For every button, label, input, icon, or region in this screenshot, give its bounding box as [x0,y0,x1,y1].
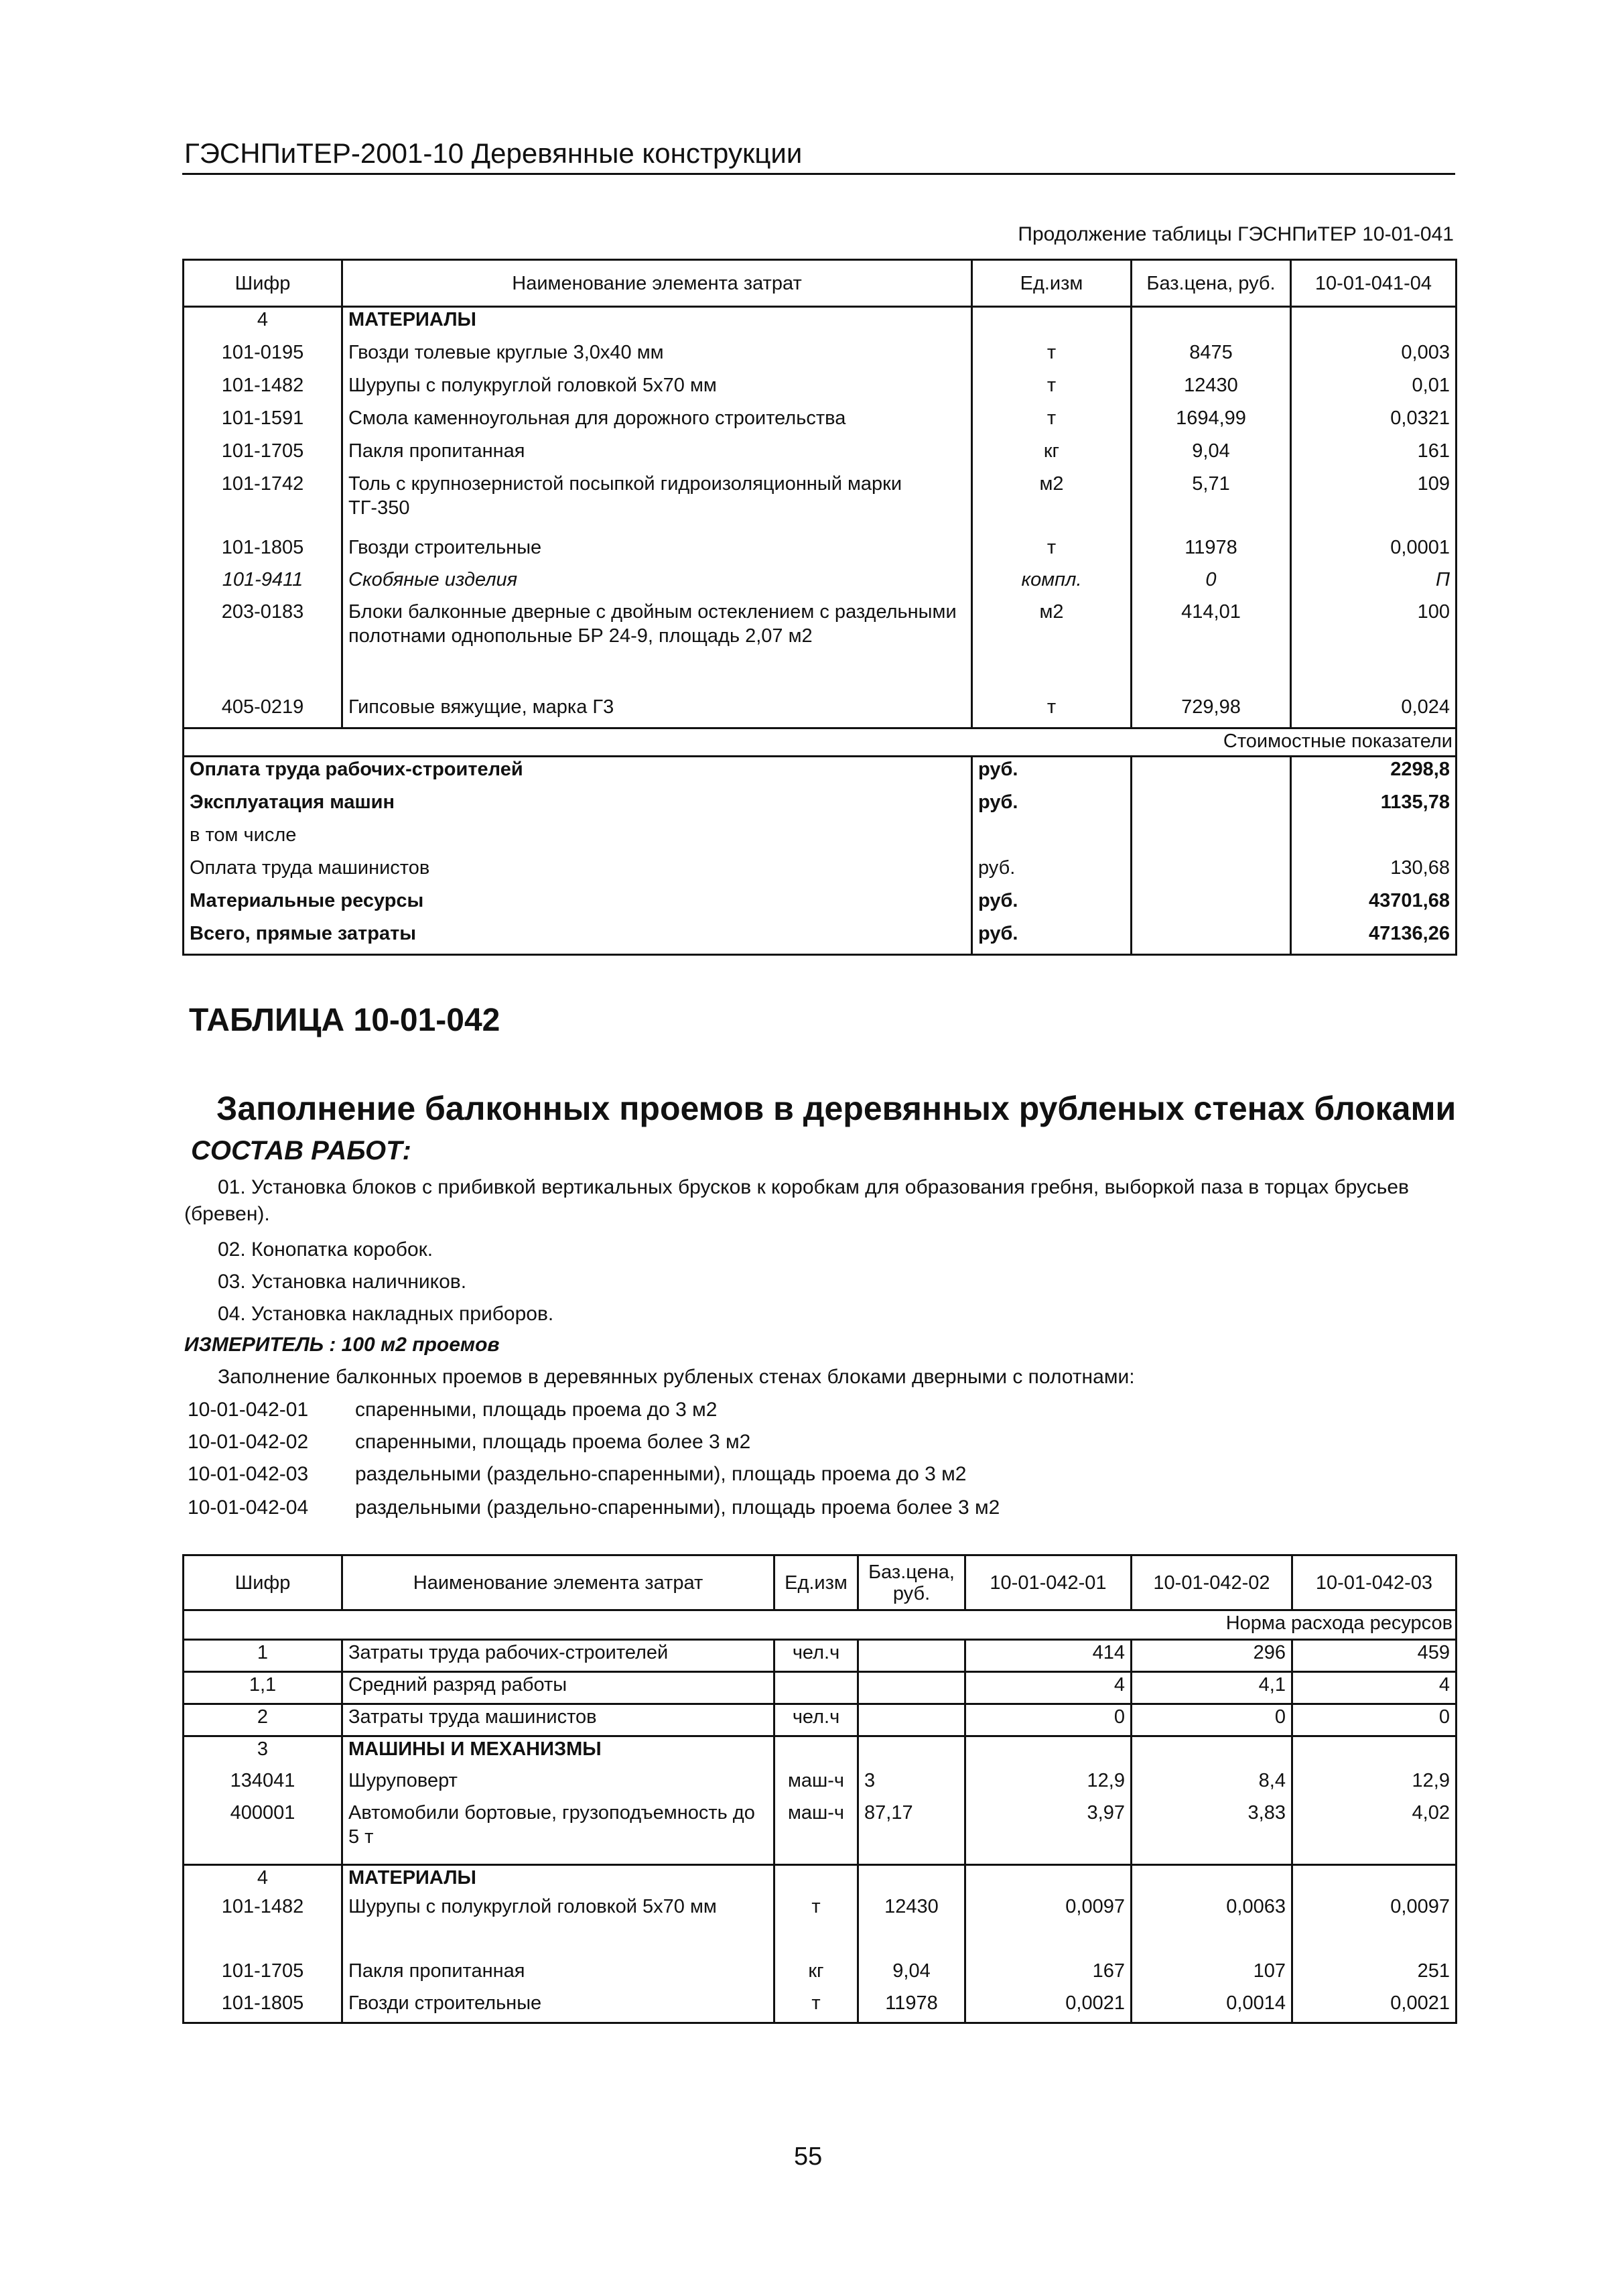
table-cell: 0,0001 [1291,535,1457,568]
table-cell: 101-0195 [184,340,342,373]
table-cell: Оплата труда рабочих-строителей [184,757,972,790]
table-cell: 47136,26 [1291,921,1457,955]
table-row [184,535,1457,568]
table-title: Заполнение балконных проемов в деревянных рубленых стенах блоками [216,1090,1457,1127]
table-row [184,1769,1457,1801]
table-cell [774,1672,858,1704]
table-cell: 0 [965,1704,1132,1736]
table-row [184,695,1457,728]
table-cell: т [774,1991,858,2023]
table-cell: 3 [184,1736,342,1769]
table-cell: руб. [972,889,1132,921]
cost-row [184,921,1457,955]
table-cell [774,1865,858,1895]
table-cell: т [972,373,1132,406]
table-cell [184,728,1291,757]
table-cell: 12,9 [1292,1769,1457,1801]
table-cell: Гвозди строительные [342,1991,774,2023]
table-cell: Скобяные изделия [342,568,972,600]
running-header: ГЭСНПиТЕР-2001-10 Деревянные конструкции [184,137,803,169]
table-cell: 100 [1291,600,1457,695]
table-cell: 414 [965,1640,1132,1672]
table-cell [972,823,1132,856]
table-row [184,1959,1457,1991]
table1-continuation-caption: Продолжение таблицы ГЭСНПиТЕР 10-01-041 [1018,223,1454,245]
table-row [184,1801,1457,1865]
table-cell: Толь с крупнозернистой посыпкой гидроизоляционный марки ТГ-350 [342,472,972,535]
table1-section-row [184,307,1457,340]
table-cell: Смола каменноугольная для дорожного строительства [342,406,972,439]
variant-code: 10-01-042-03 [188,1463,309,1485]
table-cell [1132,757,1291,790]
table2-col-price: Баз.цена, руб. [858,1555,965,1610]
section-code: 4 [184,307,342,340]
table-cell [1132,790,1291,823]
table-cell: 4,1 [1132,1672,1292,1704]
table-cell: руб. [972,757,1132,790]
table-cell: 1694,99 [1132,406,1291,439]
table-cell [858,1736,965,1769]
table-row [184,600,1457,695]
table-cell: 1 [184,1640,342,1672]
variant-code: 10-01-042-04 [188,1496,309,1519]
table-cell: 4,02 [1292,1801,1457,1865]
table-cell: Шуруповерт [342,1769,774,1801]
table-row [184,439,1457,472]
table-row [184,373,1457,406]
table-cell [858,1865,965,1895]
table-cell [184,1610,1132,1640]
table1-col-unit: Ед.изм [972,260,1132,307]
table-cell: 8,4 [1132,1769,1292,1801]
table2-col-code: Шифр [184,1555,342,1610]
table2-col-v2: 10-01-042-02 [1132,1555,1292,1610]
table-cell: 12430 [858,1895,965,1959]
table-cell: т [774,1895,858,1959]
table-cell [1291,307,1457,340]
table-cell: 4 [184,1865,342,1895]
variant-desc: раздельными (раздельно-спаренными), площадь проема более 3 м2 [355,1496,1000,1519]
table2-col-v3: 10-01-042-03 [1292,1555,1457,1610]
table-cell: 459 [1292,1640,1457,1672]
table-cell [774,1736,858,1769]
table-cell: 134041 [184,1769,342,1801]
table-cell: 1135,78 [1291,790,1457,823]
table-cell: 0,0014 [1132,1991,1292,2023]
table-cell: Гвозди толевые круглые 3,0х40 мм [342,340,972,373]
variant-code: 10-01-042-01 [188,1399,309,1421]
section-name: МАТЕРИАЛЫ [342,307,972,340]
table2-header-row [184,1555,1457,1610]
table-cell: чел.ч [774,1640,858,1672]
header-rule [182,173,1455,175]
table-cell: 400001 [184,1801,342,1865]
table-cell: Материальные ресурсы [184,889,972,921]
work-item-3: 03. Установка наличников. [218,1271,467,1293]
variant-code: 10-01-042-02 [188,1431,309,1453]
table-cell: 0,0021 [965,1991,1132,2023]
table-row [184,1704,1457,1736]
table2-col-name: Наименование элемента затрат [342,1555,774,1610]
table1-col-code: Шифр [184,260,342,307]
table-cell: Гвозди строительные [342,535,972,568]
intro-text: Заполнение балконных проемов в деревянных рубленых стенах блоками дверными с полотнами: [218,1366,1135,1388]
table-cell: Блоки балконные дверные с двойным остеклением с раздельными полотнами однопольные БР 24-9, площадь 2,07 м2 [342,600,972,695]
table-row [184,568,1457,600]
table-cell: 0,0063 [1132,1895,1292,1959]
work-item-4: 04. Установка накладных приборов. [218,1303,554,1325]
table1-col-price: Баз.цена, руб. [1132,260,1291,307]
table-cell: 0,01 [1291,373,1457,406]
cost-row [184,889,1457,921]
variant-desc: спаренными, площадь проема более 3 м2 [355,1431,751,1453]
table-row [184,1640,1457,1672]
cost-row [184,856,1457,889]
table-cell [1132,921,1291,955]
table-cell: 3,83 [1132,1801,1292,1865]
work-item-1: 01. Установка блоков с прибивкой вертикальных брусков к коробкам для образования гребня, выборкой паза в торцах брусьев (бревен). [184,1176,1409,1225]
table-cell: 2 [184,1704,342,1736]
page-number: 55 [794,2143,823,2171]
table-cell: 1,1 [184,1672,342,1704]
norm-caption: Норма расхода ресурсов [1132,1610,1457,1640]
table1-col-name: Наименование элемента затрат [342,260,972,307]
table-heading: ТАБЛИЦА 10-01-042 [189,1003,500,1038]
table-cell: 101-1705 [184,1959,342,1991]
table-cell: 130,68 [1291,856,1457,889]
izmeritel: ИЗМЕРИТЕЛЬ : 100 м2 проемов [184,1334,500,1356]
table-cell: 296 [1132,1640,1292,1672]
work-item-2: 02. Конопатка коробок. [218,1238,433,1261]
table-cell: 4 [965,1672,1132,1704]
table-cell: 101-1482 [184,1895,342,1959]
variant-desc: раздельными (раздельно-спаренными), площадь проема до 3 м2 [355,1463,967,1485]
table-cell: Средний разряд работы [342,1672,774,1704]
table-cell: 101-1705 [184,439,342,472]
table-cell: 0 [1132,568,1291,600]
table1-col-value: 10-01-041-04 [1291,260,1457,307]
table-cell: 4 [1292,1672,1457,1704]
table-cell: 0,0097 [965,1895,1132,1959]
sostav-label: СОСТАВ РАБОТ: [191,1136,411,1165]
table-row [184,1991,1457,2023]
machines-section-row [184,1736,1457,1769]
table-cell: м2 [972,472,1132,535]
table-cell: т [972,535,1132,568]
table-row [184,1672,1457,1704]
table-cell [1132,889,1291,921]
table2 [182,1554,1457,2024]
table-cell: 11978 [858,1991,965,2023]
table-cell [858,1672,965,1704]
table-cell: м2 [972,600,1132,695]
table1 [182,259,1457,956]
table-cell: 0,003 [1291,340,1457,373]
table-cell: 107 [1132,1959,1292,1991]
table-cell: 101-1482 [184,373,342,406]
table-cell: чел.ч [774,1704,858,1736]
table-cell: Оплата труда машинистов [184,856,972,889]
table-cell [1291,823,1457,856]
table-cell: руб. [972,790,1132,823]
table-cell [965,1736,1132,1769]
table-cell: Пакля пропитанная [342,439,972,472]
table-cell: 0,0097 [1292,1895,1457,1959]
table-cell [1132,1736,1292,1769]
table-cell: 0,0321 [1291,406,1457,439]
table-cell: 0,024 [1291,695,1457,728]
table-cell: 2298,8 [1291,757,1457,790]
table-cell: 101-1591 [184,406,342,439]
table-cell: Автомобили бортовые, грузоподъемность до 5 т [342,1801,774,1865]
table-cell: 109 [1291,472,1457,535]
table-cell: 5,71 [1132,472,1291,535]
table-cell: маш-ч [774,1801,858,1865]
table-cell: 414,01 [1132,600,1291,695]
table-cell [1132,823,1291,856]
table-row [184,340,1457,373]
table-cell: Всего, прямые затраты [184,921,972,955]
table-cell: 251 [1292,1959,1457,1991]
table-cell: 0,0021 [1292,1991,1457,2023]
table-cell: 729,98 [1132,695,1291,728]
table-cell: Шурупы с полукруглой головкой 5х70 мм [342,1895,774,1959]
table-cell: 12,9 [965,1769,1132,1801]
table-cell [858,1640,965,1672]
materials-section-row [184,1865,1457,1895]
cost-row [184,790,1457,823]
table-cell: Пакля пропитанная [342,1959,774,1991]
table-cell: 8475 [1132,340,1291,373]
table-cell: 101-1742 [184,472,342,535]
table-cell: МАШИНЫ И МЕХАНИЗМЫ [342,1736,774,1769]
table-cell: 101-9411 [184,568,342,600]
table-cell [965,1865,1132,1895]
table-cell [1132,856,1291,889]
cost-row [184,757,1457,790]
table-cell: кг [972,439,1132,472]
table-cell: руб. [972,921,1132,955]
cost-caption: Стоимостные показатели [1291,728,1457,757]
table-cell: 0 [1132,1704,1292,1736]
table-cell: Шурупы с полукруглой головкой 5х70 мм [342,373,972,406]
table-cell: 11978 [1132,535,1291,568]
table-cell: Затраты труда машинистов [342,1704,774,1736]
table-cell: кг [774,1959,858,1991]
table-row [184,1895,1457,1959]
table-cell: МАТЕРИАЛЫ [342,1865,774,1895]
table-cell: 43701,68 [1291,889,1457,921]
table-cell: компл. [972,568,1132,600]
table-cell: Эксплуатация машин [184,790,972,823]
table-cell [1132,1865,1292,1895]
table-cell: 167 [965,1959,1132,1991]
table-cell: Гипсовые вяжущие, марка Г3 [342,695,972,728]
table-cell: 3,97 [965,1801,1132,1865]
table-cell: 161 [1291,439,1457,472]
table-cell: т [972,340,1132,373]
table-cell: 0 [1292,1704,1457,1736]
table-cell: П [1291,568,1457,600]
table-cell [1132,307,1291,340]
table1-header-row [184,260,1457,307]
table-cell: 9,04 [1132,439,1291,472]
table-cell: Затраты труда рабочих-строителей [342,1640,774,1672]
table-cell: 9,04 [858,1959,965,1991]
table-cell: в том числе [184,823,972,856]
cost-caption-row [184,728,1457,757]
table-cell: 405-0219 [184,695,342,728]
table-cell: 203-0183 [184,600,342,695]
norm-caption-row [184,1610,1457,1640]
table2-col-unit: Ед.изм [774,1555,858,1610]
table-cell: 101-1805 [184,1991,342,2023]
cost-row [184,823,1457,856]
table-cell: маш-ч [774,1769,858,1801]
table-cell: 87,17 [858,1801,965,1865]
table-cell [972,307,1132,340]
table-cell [858,1704,965,1736]
table2-col-v1: 10-01-042-01 [965,1555,1132,1610]
table-cell: т [972,695,1132,728]
table-cell: 12430 [1132,373,1291,406]
table-cell [1292,1736,1457,1769]
table-cell [1292,1865,1457,1895]
table-row [184,406,1457,439]
table-row [184,472,1457,535]
table-cell: 101-1805 [184,535,342,568]
variant-desc: спаренными, площадь проема до 3 м2 [355,1399,718,1421]
table-cell: руб. [972,856,1132,889]
table-cell: т [972,406,1132,439]
table-cell: 3 [858,1769,965,1801]
